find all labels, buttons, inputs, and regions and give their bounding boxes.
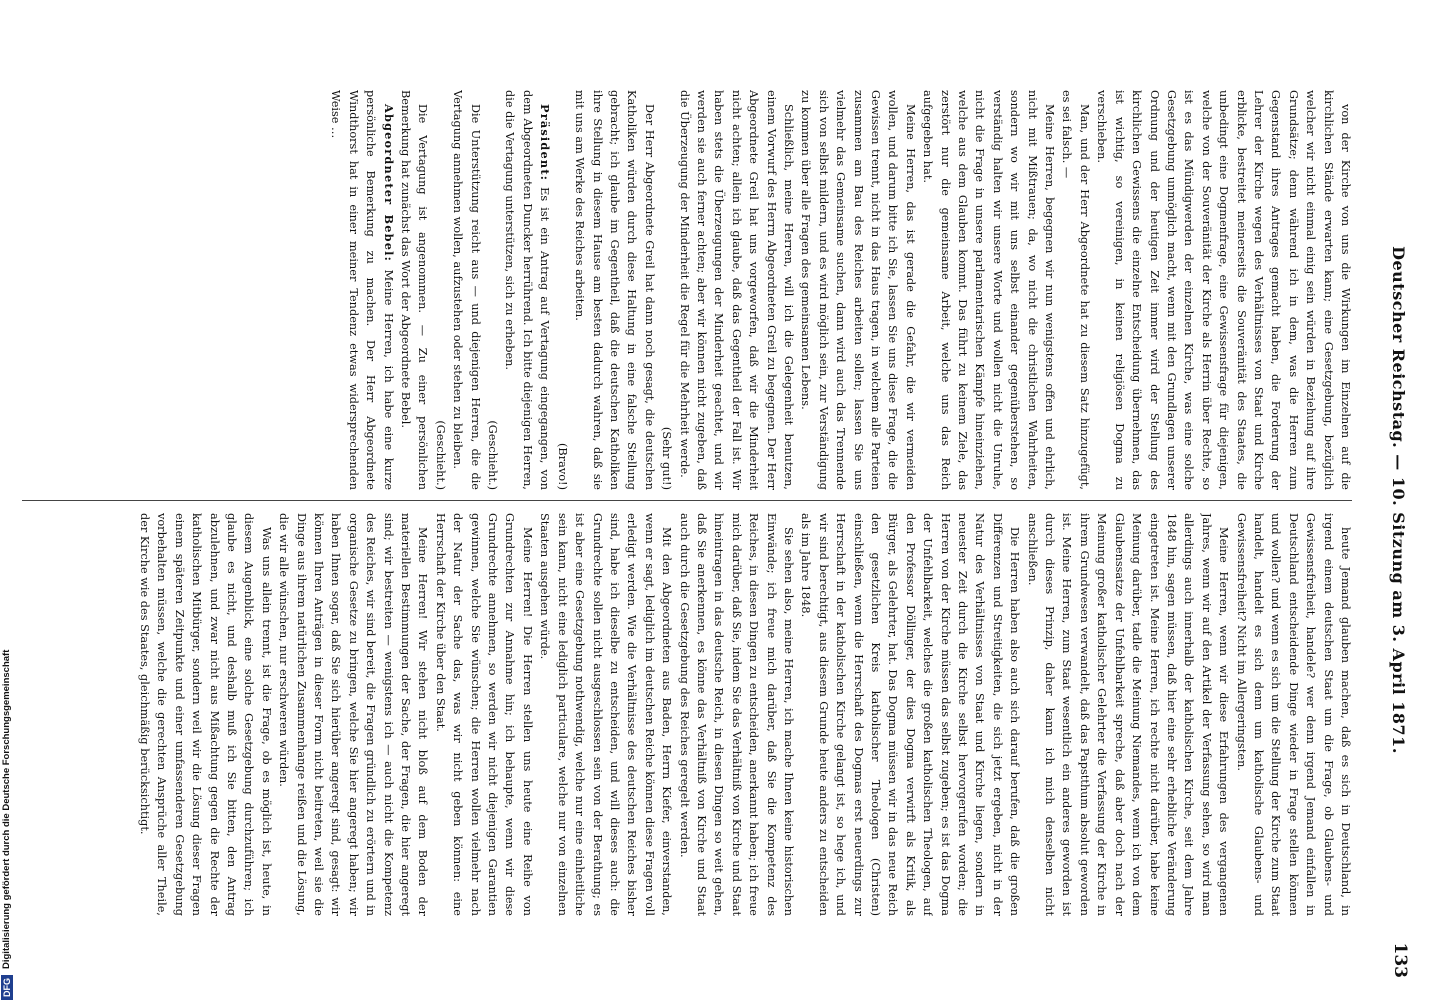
paragraph: Meine Herren! Wir stehen nicht bloß auf dem Boden der materiellen Bestimmungen der Sache, der Fragen, die hier angeregt sind; wir bestreiten — wenigstens ich — auch nicht die Kompetenz des Reiches, wir sind bereit, die Fragen gründlich zu erörtern und in organische Gesetze zu bringen, welche Sie hier angeregt haben; wir haben Ihnen sogar, daß Sie sich hierüber angeregt sind, gesagt: wir können Ihren Anträgen in dieser Form nicht beitreten, weil sie die Dinge aus ihrem natürlichen Zusammenhange reißen und die Lösung, die wir alle wünschen, nur erschweren würden. [277, 513, 430, 916]
paragraph: Meine Herren, begegnen wir nun wenigstens offen und ehrlich, nicht mit Mißtrauen; da, wo nicht die christlichen Wahrheiten, sondern wo wir mit uns selbst einander gegenüberstehen, so verständig halten wir unsere Worte und wollen nicht die Unruhe, nicht die Frage in unsere parlamentarischen Kämpfe hineinziehen, welche aus dem Glauben kommt. Das führt zu keinem Ziele, das zerstört nur die gemeinsame Arbeit, welche uns das Reich aufgegeben hat. [921, 90, 1057, 490]
dfg-logo: DFG [1, 975, 13, 1000]
speaker-paragraph [501, 90, 553, 490]
interjection: (Bravo!) [555, 443, 569, 490]
paragraph: Die Unterstützung reicht aus — und diejenigen Herren, die die Vertagung annehmen wollen, aufzustehen oder stehen zu bleiben. [451, 90, 482, 490]
paragraph: Meine Herren, wenn wir diese Erfahrungen des vergangenen Jahres, wenn wir auf den Artikel der Verfassung sehen, so wird man allerdings auch innerhalb der katholischen Kirche, seit dem Jahre 1848 hin, sagen müssen, daß hier eine sehr erhebliche Veränderung eingetreten ist. Meine Herren, ich rechte nicht darüber, habe keine Meinung darüber, tadle die Meinung Niemandes, wenn ich von dem Glaubenssatze der Unfehlbarkeit spreche, daß aber doch nach der Meinung großer katholischer Gelehrter die Verfassung der Kirche in ihrem Grundwesen verwandelt, daß das Papstthum absolut geworden ist. Meine Herren, zum Staat wesentlich ein anderes geworden ist durch dieses Prinzip, daher kann ich mich denselben nicht anschließen. [1025, 513, 1231, 916]
funding-credit [0, 0, 14, 1000]
paragraph: Die Herren haben also auch sich darauf berufen, daß die großen Differenzen und Streitigkeiten, die sich jetzt ergeben, nicht in der Natur des Verhältnisses von Staat und Kirche liegen, sondern in neuester Zeit durch die Kirche selbst hervorgerufen worden; die Herren von der Kirche müssen das selbst zugeben; es ist das Dogma der Unfehlbarkeit, welches die großen katholischen Theologen, auf den Professor Döllinger, der dies Dogma verwirft als Kritik, als Bürger, als Gelehrter, hat. Das Dogma müssen wir in das neue Reich den gesetzlichen Kreis katholischer Theologen (Christen) einschließen, wenn die Herrschaft des Dogmas erst neuerdings zur Herrschaft in der katholischen Kirche gelangt ist, so hege ich, und wir sind berechtigt, aus diesem Grunde heute anders zu entscheiden als im Jahre 1848. [799, 513, 1022, 916]
text-column-left [14, 90, 1354, 490]
speaker-text: Meine Herren, ich habe eine kurze persönliche Bemerkung zu machen. Der Herr Abgeordnete Windthorst hat in einer meiner Tendenz etwas widersprechenden Weise … [329, 90, 395, 490]
paragraph: Was uns allein trennt, ist die Frage, ob es möglich ist, heute, in diesem Augenblick, eine solche Gesetzgebung durchzuführen; ich glaube es nicht, und deshalb muß ich Sie bitten, den Antrag abzulehnen, und zwar nicht aus Mißachtung gegen die Rechte der katholischen Mitbürger, sondern weil wir die Lösung dieser Fragen einem späteren Zeitpunkte und einer umfassenderen Gesetzgebung vorbehalten müssen, welche die gerechten Ansprüche aller Theile, der Kirche wie des Staates, gleichmäßig berücksichtigt. [137, 513, 273, 916]
paragraph: Man, und der Herr Abgeordnete hat zu diesem Satz hinzugefügt, es sei falsch. — [1060, 90, 1091, 490]
running-title: Deutscher Reichstag. — 10. Sitzung am 3. April 1871. [1389, 246, 1408, 754]
paragraph: Schließlich, meine Herren, will ich die Gelegenheit benutzen, einem Vorwurf des Herrn Abgeordneten Greil zu begegnen. Der Herr Abgeordnete Greil hat uns vorgeworfen, daß wir die Minderheit nicht achten; allein ich glaube, daß das Gegentheil der Fall ist. Wir haben stets die Überzeugungen der Minderheit geachtet, und wir werden sie auch ferner achten; aber wir können nicht zugeben, daß die Überzeugung der Minderheit die Regel für die Mehrheit werde. [677, 90, 795, 490]
paragraph: Meine Herren! Die Herren stellen uns heute eine Reihe von Grundrechten zur Annahme hin; ich behaupte, wenn wir diese Grundrechte annehmen, so werden wir nicht diejenigen Garantien gewinnen, welche Sie wünschen; die Herren wollen vielmehr nach der Natur der Sache das, was wir nicht geben können: eine Herrschaft der Kirche über den Staat. [433, 513, 534, 916]
paragraph: Die Vertagung ist angenommen. — Zu einer persönlichen Bemerkung hat zunächst das Wort der Abgeordnete Bebel. [399, 90, 430, 490]
paragraph: Mit den Abgeordneten aus Baden, Herrn Kiefer, einverstanden, wenn er sagt, lediglich im deutschen Reiche können diese Fragen voll erledigt werden. Wie die Verhältnisse des deutschen Reiches bisher sind, habe ich dieselbe zu entscheiden, und will dieses auch: die Grundrechte sollen nicht ausgeschlossen sein von der Berathung; es ist aber eine Gesetzgebung nothwendig, welche nur eine einheitliche sein kann, nicht eine lediglich particulare, welche nur von einzelnen Staaten ausgehen würde. [538, 513, 674, 916]
paragraph: heute Jemand glauben machen, daß es sich in Deutschland, in irgend einem deutschen Staat um die Frage, ob Glaubens- und Gewissensfreiheit, handele? wer denn irgend Jemand einfallen in Deutschland entscheidende Dinge wieder in Frage stellen können und wollen? und wenn es sich um die Stellung der Kirche zum Staat handelt, handelt es sich denn um katholische Glaubens- und Gewissensfreiheit? Nicht im Allergeringsten. [1234, 513, 1352, 916]
interjection: (Geschieht.) [486, 420, 500, 490]
column-divider [22, 500, 1352, 501]
paragraph: Der Herr Abgeordnete Greil hat dann noch gesagt, die deutschen Katholiken würden durch diese Haltung in eine falsche Stellung gebracht; ich glaube im Gegentheil, daß die deutschen Katholiken ihre Stellung in diesem Hause am besten dadurch wahren, daß sie mit uns am Werke des Reiches arbeiten. [573, 90, 656, 490]
speaker-text: Es ist ein Antrag auf Vertagung eingegangen, von dem Abgeordneten Duncker herrührend. Ich bitte diejenigen Herren, die die Vertagung unterstützen, sich zu erheben. [503, 90, 552, 490]
page-header [1362, 0, 1432, 1000]
paragraph: von der Kirche von uns die Wirkungen im Einzelnen auf die kirchlichen Stände erwarten kann; eine Gesetzgebung, bezüglich welcher wir nicht einmal einig sein würden in Beziehung auf ihre Grundsätze; denn während ich in dem, was die Herren zum Gegenstand ihres Antrages gemacht haben, die Forderung der Lehrer der Kirche wegen des Verhältnisses von Staat und Kirche erblicke, bestreitet meinerseits die Souveränität des Staates, die unbedingt eine Dogmenfrage, eine Gewissensfrage für diejenigen, welche von der Souveränität der Kirche als Herrin über Rechte, so ist es das Mündigwerden der einzelnen Kirche, was eine solche Gesetzgebung unmöglich macht, wenn mit den Grundlagen unserer Ordnung und der heutigen Zeit immer wird der Stellung des kirchlichen Gewissens die einzelne Entscheidung übernehmen, das ist wichtig, so vereinigen, in keinen religiösen Dogma zu verschieben. [1095, 90, 1352, 490]
paragraph: Sie sehen also, meine Herren, ich mache Ihnen keine historischen Einwände; ich freue mich darüber, daß Sie die Kompetenz des Reiches, in diesen Dingen zu entscheiden, anerkannt haben; ich freue mich darüber, daß Sie, indem Sie das Verhältniß von Kirche und Staat hineintragen in das deutsche Reich, in diesen Dingen so weit gehen, daß Sie anerkennen, es könne das Verhältniß von Kirche und Staat auch durch die Gesetzgebung des Reiches geregelt werden. [677, 513, 795, 916]
speaker-name: Präsident: [538, 104, 553, 182]
text-column-right [14, 513, 1354, 916]
paragraph: Meine Herren, das ist gerade die Gefahr, die wir vermeiden wollen, und darum bitte ich Sie, lassen Sie uns diese Frage, die die Gewissen trennt, nicht in das Haus tragen, in welchem alle Parteien zusammen am Bau des Reiches arbeiten sollen; lassen Sie uns vielmehr das Gemeinsame suchen, dann wird auch das Trennende sich von selbst mildern, und es wird möglich sein, zur Verständigung zu kommen über alle Fragen des gemeinsamen Lebens. [799, 90, 917, 490]
speaker-name: Abgeordneter Bebel: [381, 104, 396, 262]
credit-text: Digitalisierung gefördert durch die Deutsche Forschungsgemeinschaft [1, 649, 12, 969]
page-number: 133 [1390, 942, 1410, 978]
speaker-paragraph [327, 90, 397, 490]
interjection: (Geschieht.) [433, 420, 447, 490]
interjection: (Sehr gut!) [660, 426, 674, 490]
